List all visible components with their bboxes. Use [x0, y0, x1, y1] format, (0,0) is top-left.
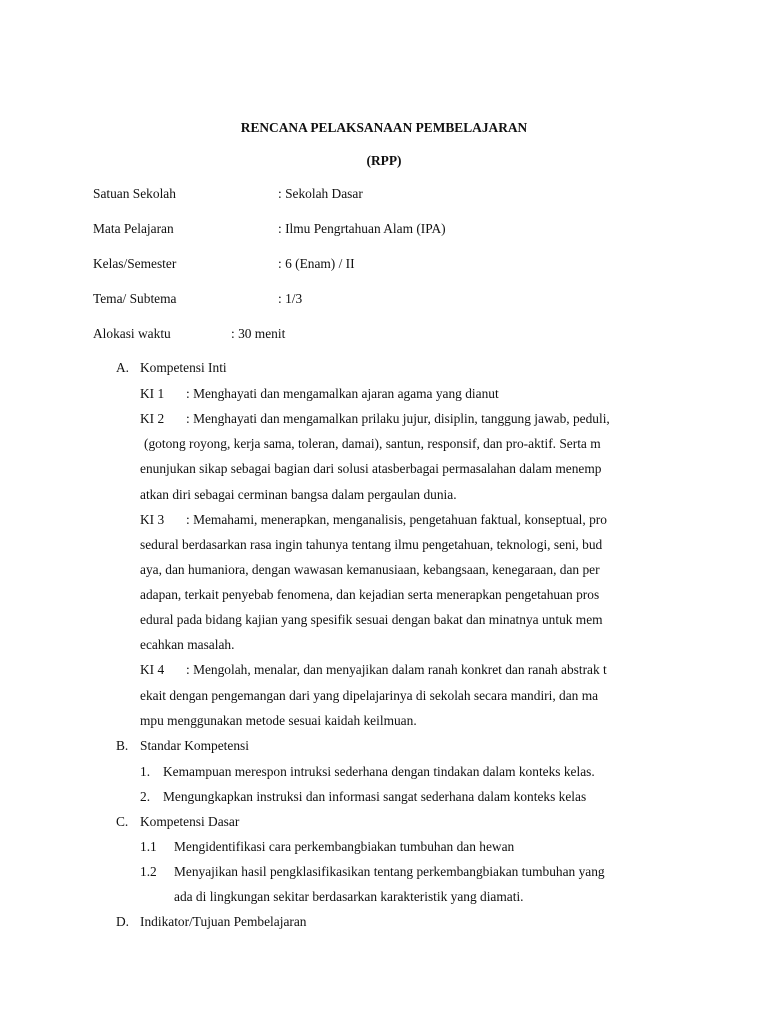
section-d-heading: Indikator/Tujuan Pembelajaran [140, 914, 307, 929]
standar-item-text: Kemampuan merespon intruksi sederhana dengan tindakan dalam konteks kelas. [163, 764, 595, 779]
section-c-heading: Kompetensi Dasar [140, 814, 240, 829]
info-value-tema-subtema: : 1/3 [278, 291, 303, 306]
standar-item-number: 1. [140, 764, 151, 779]
ki2-code: KI 2 [140, 411, 165, 426]
section-c-marker: C. [116, 814, 129, 829]
standar-item-number: 2. [140, 789, 151, 804]
section-b-heading: Standar Kompetensi [140, 738, 249, 753]
dasar-item-text: ada di lingkungan sekitar berdasarkan karakteristik yang diamati. [174, 889, 524, 904]
ki3-line: : Memahami, menerapkan, menganalisis, pengetahuan faktual, konseptual, pro [186, 512, 607, 527]
ki3-line: ecahkan masalah. [140, 637, 235, 652]
info-value-alokasi-waktu: : 30 menit [231, 326, 286, 341]
ki1-code: KI 1 [140, 386, 165, 401]
ki3-line: edural pada bidang kajian yang spesifik sesuai dengan bakat dan minatnya untuk mem [140, 612, 603, 627]
ki3-code: KI 3 [140, 512, 165, 527]
info-label-mata-pelajaran: Mata Pelajaran [93, 221, 174, 236]
info-value-kelas-semester: : 6 (Enam) / II [278, 256, 355, 271]
section-d-marker: D. [116, 914, 130, 929]
info-label-kelas-semester: Kelas/Semester [93, 256, 177, 271]
section-a-heading: Kompetensi Inti [140, 360, 227, 375]
document-title: RENCANA PELAKSANAAN PEMBELAJARAN [240, 120, 528, 135]
dasar-item-text: Mengidentifikasi cara perkembangbiakan tumbuhan dan hewan [174, 839, 515, 854]
ki1-line: : Menghayati dan mengamalkan ajaran agama yang dianut [186, 386, 499, 401]
ki4-line: mpu menggunakan metode sesuai kaidah keilmuan. [140, 713, 417, 728]
info-value-mata-pelajaran: : Ilmu Pengrtahuan Alam (IPA) [278, 221, 446, 236]
dasar-item-number: 1.2 [140, 864, 157, 879]
dasar-item-text: Menyajikan hasil pengklasifikasikan tentang perkembangbiakan tumbuhan yang [174, 864, 605, 879]
info-label-satuan-sekolah: Satuan Sekolah [93, 186, 176, 201]
document-subtitle: (RPP) [366, 153, 402, 168]
ki4-code: KI 4 [140, 662, 165, 677]
section-a-marker: A. [116, 360, 130, 375]
info-label-tema-subtema: Tema/ Subtema [93, 291, 177, 306]
ki2-line: atkan diri sebagai cerminan bangsa dalam pergaulan dunia. [140, 487, 457, 502]
ki4-line: : Mengolah, menalar, dan menyajikan dalam ranah konkret dan ranah abstrak t [186, 662, 607, 677]
ki3-line: aya, dan humaniora, dengan wawasan kemanusiaan, kebangsaan, kenegaraan, dan per [140, 562, 600, 577]
standar-item-text: Mengungkapkan instruksi dan informasi sangat sederhana dalam konteks kelas [163, 789, 587, 804]
info-label-alokasi-waktu: Alokasi waktu [93, 326, 171, 341]
info-value-satuan-sekolah: : Sekolah Dasar [278, 186, 363, 201]
ki4-line: ekait dengan pengemangan dari yang dipelajarinya di sekolah secara mandiri, dan ma [140, 688, 599, 703]
section-b-marker: B. [116, 738, 129, 753]
ki2-line: enunjukan sikap sebagai bagian dari solusi atasberbagai permasalahan dalam menemp [140, 461, 602, 476]
ki3-line: sedural berdasarkan rasa ingin tahunya tentang ilmu pengetahuan, teknologi, seni, bud [140, 537, 603, 552]
dasar-item-number: 1.1 [140, 839, 157, 854]
ki3-line: adapan, terkait penyebab fenomena, dan kejadian serta menerapkan pengetahuan pros [140, 587, 600, 602]
ki2-line: (gotong royong, kerja sama, toleran, damai), santun, responsif, dan pro-aktif. Serta m [144, 436, 601, 451]
ki2-line: : Menghayati dan mengamalkan prilaku jujur, disiplin, tanggung jawab, peduli, [186, 411, 610, 426]
